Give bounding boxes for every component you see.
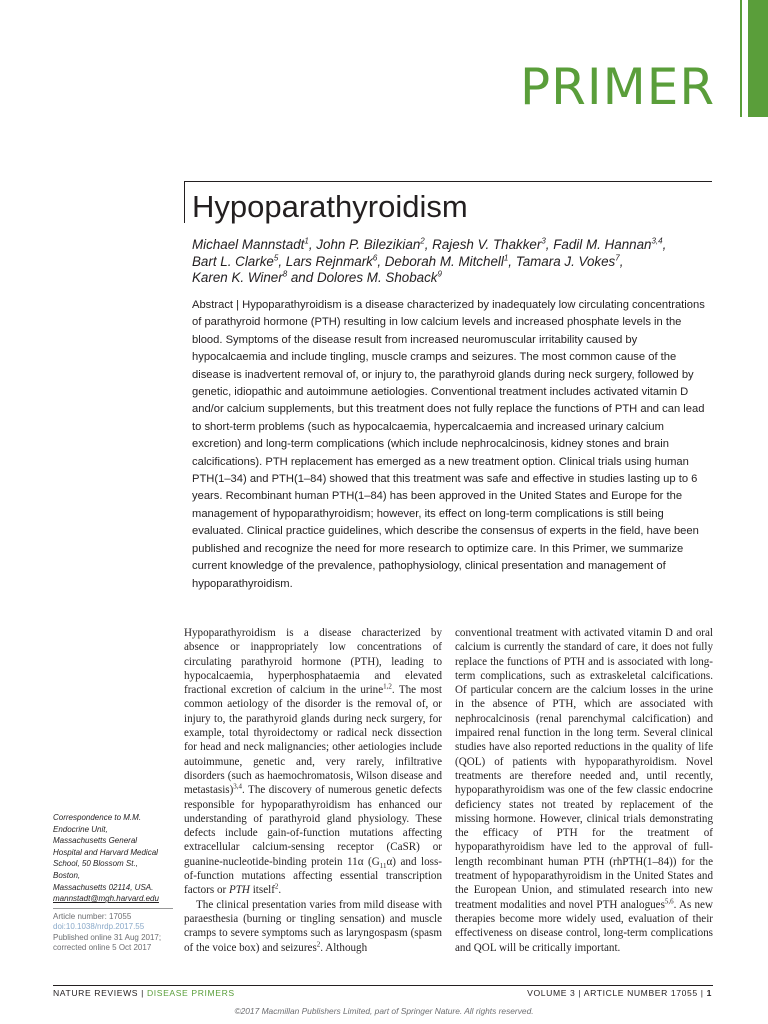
published-date: Published online 31 Aug 2017; xyxy=(53,932,162,942)
body-column-1 xyxy=(184,626,442,955)
correspondence-line: Boston, xyxy=(53,870,81,880)
author-affiliation: 2 xyxy=(420,236,425,246)
article-meta xyxy=(53,912,181,954)
accent-line xyxy=(740,0,742,117)
correspondence-line: Endocrine Unit, xyxy=(53,824,108,834)
footer-rule xyxy=(53,985,713,986)
citation: 1,2 xyxy=(383,682,392,691)
correspondence-line: Hospital and Harvard Medical xyxy=(53,847,158,857)
body-paragraph: Hypoparathyroidism is a disease characterized by absence or inappropriately low concentrations of circulating parathyroid hormone (PTH), leading to hypocalcaemia, hyperphosphataemia and elevated fractional excretion of calcium in the urine$^{1,2}$. The most common aetiology of the disorder is the removal of, or injury to, the parathyroid glands during neck surgery, for example, total thyroidectomy or radical neck dissection for head and neck malignancies; other aetiologies include autoimmune, genetic and, very rarely, infiltrative disorders (such as haemochromatosis, Wilson disease and metastasis)$^{3,4}$. The discovery of numerous genetic defects responsible for hypoparathyroidism has enhanced our understanding of parathyroid gland physiology. These defects include gain-of-function mutations affecting extracellular calcium-sensing receptor (CaSR) or guanine-nucleotide-binding protein 11α $(G_{11}\alpha)$ and loss-of-function mutations affecting essential transcription factors or PTH itself$^2$. xyxy=(184,627,442,897)
author-affiliation: 1 xyxy=(503,253,509,263)
title-rule-corner xyxy=(184,181,185,223)
author-affiliation: 6 xyxy=(372,253,378,263)
author-list: Michael Mannstadt$^1$, John P. Bilezikian$^2$, Rajesh V. Thakker$^3$, Fadil M. Hannan$^{3,4}$, Bart L. Clarke$^5$, Lars Rejnmark$^6$, Deborah M. Mitchell$^1$, Tamara J. Vokes$^7$, Karen K. Winer$^8$ and Dolores M. Shoback$^9$ xyxy=(192,236,667,285)
author-affiliation: 3,4 xyxy=(651,236,663,246)
footer-journal: NATURE REVIEWS | DISEASE PRIMERS xyxy=(53,988,235,998)
body-column-2 xyxy=(455,626,713,955)
author-name: Lars Rejnmark xyxy=(285,253,373,269)
correspondence-block xyxy=(53,812,181,905)
accent-bar xyxy=(748,0,768,117)
abstract: Abstract | Hypoparathyroidism is a disease characterized by inadequately low circulating concentrations of parathyroid hormone (PTH) resulting in low calcium levels and increased phosphate levels in the blood. Symptoms of the disease result from increased neuromuscular irritability caused by hypocalcaemia and include tingling, muscle cramps and seizures. The most common cause of the disease is inadvertent removal of, or injury to, the parathyroid glands during neck surgery, followed by genetic, idiopathic and autoimmune aetiologies. Conventional treatment includes activated vitamin D and/or calcium supplements, but this treatment does not fully replace the functions of PTH and can lead to short-term problems (such as hypocalcaemia, hypercalcaemia and increased urinary calcium excretion) and long-term complications (which include nephrocalcinosis, kidney stones and brain calcifications). PTH replacement has emerged as a new treatment option. Clinical trials using human PTH(1–34) and PTH(1–84) showed that this treatment was safe and effective in studies lasting up to 6 years. Recombinant human PTH(1–84) has been approved in the United States and Europe for the management of hypoparathyroidism; however, its effect on long-term complications is still being evaluated. Clinical practice guidelines, which describe the consensus of experts in the field, have been published and recognize the need for more research to optimize care. In this Primer, we summarize current knowledge of the prevalence, pathophysiology, clinical presentation and management of hypoparathyroidism. xyxy=(192,299,705,590)
author-name: Michael Mannstadt xyxy=(192,237,305,252)
copyright-notice: ©2017 Macmillan Publishers Limited, part of Springer Nature. All rights reserved. xyxy=(234,1006,534,1016)
author-affiliation: 7 xyxy=(615,253,620,263)
body-paragraph: conventional treatment with activated vitamin D and oral calcium is currently the standard of care, it does not fully replace the functions of PTH and is associated with long-term complications, such as extraskeletal calcifications. Of particular concern are the calcium losses in the urine in the absence of PTH, which are associated with nephrocalcinosis (renal parenchymal calcification) and impaired renal function in the long term. Several clinical studies have also reported reductions in the quality of life (QOL) of patients with hypoparathyroidism. Novel treatments are therefore needed and, until recently, hypoparathyroidism was one of the few classic endocrine deficiency states not treated by replacement of the missing hormone. However, clinical trials demonstrating the efficacy of PTH for the treatment of hypoparathyroidism have led to the approval of full-length recombinant human PTH (rhPTH(1–84)) for the treatment of hypoparathyroidism in the United States and the European Union, and stimulated research into new treatment modalities and novel PTH analogues$^{5,6}$. As new therapies become more widely used, evaluation of their effectiveness on disease control, long-term complications and QOL will be critically important. xyxy=(455,627,713,954)
footer-volume: VOLUME 3 | ARTICLE NUMBER 17055 | 1 xyxy=(527,988,712,998)
author-affiliation: 5 xyxy=(273,253,279,263)
author-affiliation: 1 xyxy=(304,236,309,246)
author-name: Dolores M. Shoback xyxy=(316,270,438,285)
author-name: Fadil M. Hannan xyxy=(553,237,652,252)
section-label: PRIMER xyxy=(520,58,716,116)
citation: 2 xyxy=(274,882,279,891)
page-number: 1 xyxy=(706,988,712,998)
title-rule xyxy=(184,181,712,182)
author-name: Deborah M. Mitchell xyxy=(384,253,504,269)
correspondence-line: Massachusetts 02114, USA. xyxy=(53,882,154,892)
author-name: Bart L. Clarke xyxy=(192,253,274,269)
correspondence-line: Massachusetts General xyxy=(53,836,138,846)
correspondence-line: Correspondence to M.M. xyxy=(53,813,142,822)
author-affiliation: 9 xyxy=(437,269,442,279)
article-number: Article number: 17055 xyxy=(53,912,132,921)
author-name: John P. Bilezikian xyxy=(316,237,421,252)
article-title: Hypoparathyroidism xyxy=(192,189,468,224)
correspondence-line: School, 50 Blossom St., xyxy=(53,859,138,869)
author-name: Tamara J. Vokes xyxy=(515,253,616,269)
author-name: Karen K. Winer xyxy=(192,270,283,285)
author-affiliation: 3 xyxy=(541,236,546,246)
body-paragraph: The clinical presentation varies from mild disease with paraesthesia (burning or tingling sensation) and muscle cramps to severe symptoms such as laryngospasm (spasm of the voice box) and seizures$^2$. Although xyxy=(184,898,442,954)
correspondence-email[interactable]: mannstadt@mgh.harvard.edu xyxy=(53,894,159,904)
citation: 5,6 xyxy=(664,896,674,905)
author-name: Rajesh V. Thakker xyxy=(432,237,542,252)
doi-link[interactable]: doi:10.1038/nrdp.2017.55 xyxy=(53,922,145,932)
corrected-date: corrected online 5 Oct 2017 xyxy=(53,943,152,953)
sidebar-divider xyxy=(53,908,173,909)
citation: 3,4 xyxy=(233,782,243,791)
citation: 2 xyxy=(316,939,321,948)
author-affiliation: 8 xyxy=(282,269,288,279)
